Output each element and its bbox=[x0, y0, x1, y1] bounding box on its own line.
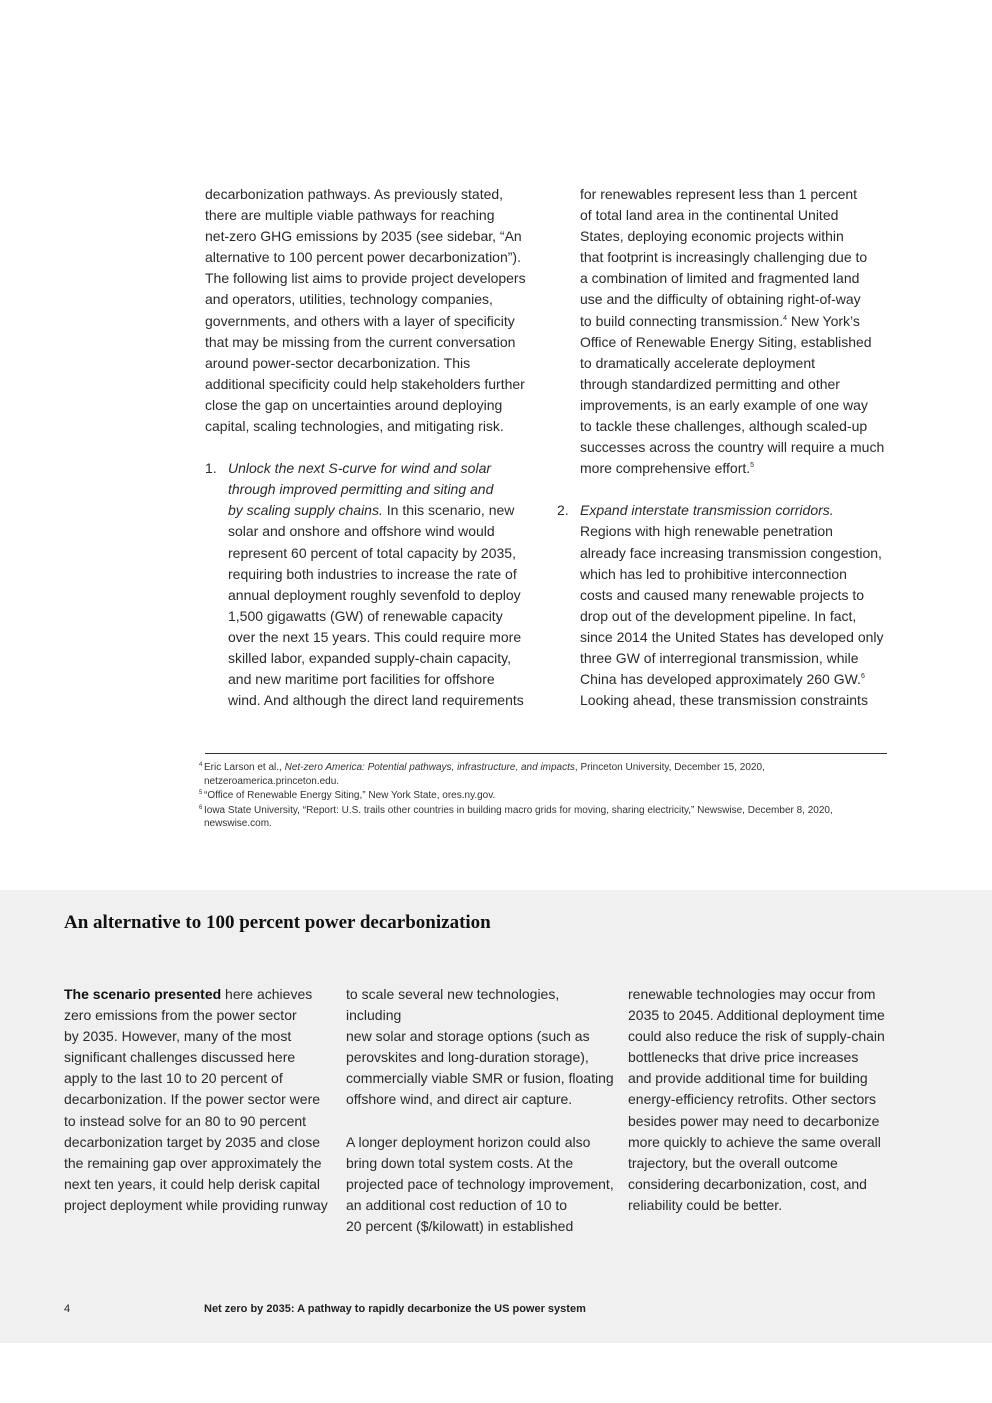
text-line: to dramatically accelerate deployment bbox=[580, 354, 816, 371]
list-item-lead: through improved permitting and siting and bbox=[228, 481, 494, 498]
running-title: Net zero by 2035: A pathway to rapidly decarbonize the US power system bbox=[204, 1303, 586, 1315]
text-line: an additional cost reduction of 10 to bbox=[346, 1196, 568, 1213]
text-line: governments, and others with a layer of specificity bbox=[205, 312, 515, 329]
text-line: capital, scaling technologies, and mitigating risk. bbox=[205, 418, 504, 435]
text-line: skilled labor, expanded supply-chain capacity, bbox=[228, 649, 512, 666]
text-line: the remaining gap over approximately the bbox=[64, 1154, 322, 1171]
text-line: Office of Renewable Energy Siting, established bbox=[580, 333, 872, 350]
text-line: next ten years, it could help derisk capital bbox=[64, 1175, 321, 1192]
right-column bbox=[557, 184, 898, 711]
text-line: besides power may need to decarbonize bbox=[628, 1112, 880, 1129]
text-line: over the next 15 years. This could require more bbox=[228, 628, 522, 645]
text-line: renewable technologies may occur from bbox=[628, 986, 876, 1002]
text-line: around power-sector decarbonization. This bbox=[205, 354, 471, 371]
text-line: considering decarbonization, cost, and bbox=[628, 1175, 867, 1192]
footnote-4 bbox=[199, 761, 889, 788]
list-number: 2. bbox=[557, 502, 569, 519]
text-line: commercially viable SMR or fusion, floating bbox=[346, 1070, 614, 1087]
text-line: In this scenario, new bbox=[382, 502, 515, 519]
text-line: decarbonization. If the power sector were bbox=[64, 1091, 321, 1108]
text-line: that footprint is increasingly challenging due to bbox=[580, 249, 868, 266]
text-line: 2035 to 2045. Additional deployment time bbox=[628, 1007, 885, 1024]
page-number: 4 bbox=[64, 1303, 71, 1315]
text-line: solar and onshore and offshore wind would bbox=[228, 523, 495, 540]
footnote-number: 5 bbox=[199, 790, 203, 797]
left-column bbox=[205, 184, 545, 711]
text-line: and operators, utilities, technology companies, bbox=[205, 291, 493, 308]
footnote-ref-4: 4 bbox=[783, 314, 788, 322]
text-line: requiring both industries to increase the rate of bbox=[228, 565, 517, 582]
list-item-1 bbox=[205, 458, 545, 711]
text-line: to tackle these challenges, although scaled-up bbox=[580, 418, 868, 435]
footnote-text: Eric Larson et al., bbox=[204, 762, 285, 773]
sidebar-column-2 bbox=[346, 984, 616, 1237]
text-line: significant challenges discussed here bbox=[64, 1049, 296, 1066]
footnotes bbox=[199, 761, 889, 832]
text-line: more comprehensive effort. bbox=[580, 460, 751, 477]
text-line: of total land area in the continental United bbox=[580, 207, 839, 224]
text-line: projected pace of technology improvement, bbox=[346, 1175, 614, 1192]
text-line: 20 percent ($/kilowatt) in established bbox=[346, 1217, 574, 1234]
sidebar-paragraph bbox=[64, 984, 332, 1216]
text-line: three GW of interregional transmission, while bbox=[580, 649, 859, 666]
text-line: a combination of limited and fragmented land bbox=[580, 270, 860, 287]
sidebar-paragraph bbox=[628, 984, 898, 1216]
text-line: that may be missing from the current conversation bbox=[205, 333, 516, 350]
sidebar-paragraph bbox=[346, 984, 616, 1111]
intro-paragraph bbox=[205, 184, 545, 437]
text-line: improvements, is an early example of one way bbox=[580, 396, 868, 413]
footnote-title: Net-zero America: Potential pathways, infrastructure, and impacts bbox=[284, 762, 575, 773]
text-line: could also reduce the risk of supply-chain bbox=[628, 1028, 885, 1045]
text-line: apply to the last 10 to 20 percent of bbox=[64, 1070, 283, 1087]
sidebar-column-3 bbox=[628, 984, 898, 1216]
text-line: trajectory, but the overall outcome bbox=[628, 1154, 838, 1171]
text-line: bottlenecks that drive price increases bbox=[628, 1049, 859, 1066]
footnote-text: Iowa State University, “Report: U.S. trails other countries in building macro grids for moving, sharing electricity,” Newswise, December 8, 2020, bbox=[204, 804, 833, 816]
text-line: decarbonization pathways. As previously stated, bbox=[205, 186, 504, 202]
footnote-6 bbox=[199, 804, 889, 831]
list-item-text bbox=[580, 500, 898, 711]
text-line: more quickly to achieve the same overall bbox=[628, 1133, 881, 1150]
text-line: perovskites and long-duration storage), bbox=[346, 1049, 589, 1066]
text-line: energy-efficiency retrofits. Other sectors bbox=[628, 1091, 876, 1108]
footnote-5 bbox=[199, 789, 889, 803]
text-line: net-zero GHG emissions by 2035 (see sidebar, “An bbox=[205, 228, 522, 245]
text-line: through standardized permitting and other bbox=[580, 375, 840, 392]
footnote-number: 6 bbox=[199, 804, 203, 811]
footnote-divider bbox=[205, 753, 887, 754]
text-line: New York’s bbox=[787, 312, 860, 329]
continued-paragraph bbox=[580, 184, 898, 479]
text-line: A longer deployment horizon could also bbox=[346, 1133, 591, 1150]
sidebar bbox=[0, 890, 992, 1343]
text-line: for renewables represent less than 1 percent bbox=[580, 186, 858, 202]
text-line: The following list aims to provide project developers bbox=[205, 270, 526, 287]
text-line: costs and caused many renewable projects to bbox=[580, 586, 865, 603]
text-line: wind. And although the direct land requirements bbox=[228, 692, 524, 709]
text-line: Regions with high renewable penetration bbox=[580, 523, 833, 540]
text-line: Looking ahead, these transmission constraints bbox=[580, 692, 868, 709]
text-line: 1,500 gigawatts (GW) of renewable capacity bbox=[228, 607, 503, 624]
list-item-lead: Unlock the next S-curve for wind and solar bbox=[228, 460, 492, 477]
text-line: to build connecting transmission. bbox=[580, 312, 784, 329]
list-item-2 bbox=[557, 500, 898, 711]
text-line: reliability could be better. bbox=[628, 1196, 783, 1213]
text-line: offshore wind, and direct air capture. bbox=[346, 1091, 573, 1108]
list-item-text bbox=[228, 458, 545, 711]
text-line: use and the difficulty of obtaining right-of-way bbox=[580, 291, 861, 308]
text-line: drop out of the development pipeline. In fact, bbox=[580, 607, 857, 624]
sidebar-column-1 bbox=[64, 984, 332, 1216]
text-line: additional specificity could help stakeholders further bbox=[205, 375, 525, 392]
text-line: project deployment while providing runway bbox=[64, 1196, 328, 1213]
text-line: which has led to prohibitive interconnection bbox=[580, 565, 847, 582]
footnote-text: “Office of Renewable Energy Siting,” New York State, ores.ny.gov. bbox=[204, 790, 496, 802]
text-line: already face increasing transmission congestion, bbox=[580, 544, 882, 561]
text-line: alternative to 100 percent power decarbonization”). bbox=[205, 249, 521, 266]
list-number: 1. bbox=[205, 460, 217, 477]
sidebar-lead-in: The scenario presented bbox=[64, 986, 222, 1002]
sidebar-paragraph bbox=[346, 1132, 616, 1237]
text-line: zero emissions from the power sector bbox=[64, 1007, 297, 1024]
text-line: States, deploying economic projects within bbox=[580, 228, 844, 245]
text-line: by 2035. However, many of the most bbox=[64, 1028, 292, 1045]
text-line: here achieves bbox=[221, 986, 313, 1002]
text-line: China has developed approximately 260 GW. bbox=[580, 671, 861, 688]
footnote-link: newswise.com. bbox=[204, 818, 272, 830]
text-line: to instead solve for an 80 to 90 percent bbox=[64, 1112, 307, 1129]
text-line: represent 60 percent of total capacity by 2035, bbox=[228, 544, 516, 561]
text-line: successes across the country will require a much bbox=[580, 439, 885, 456]
text-line: new solar and storage options (such as bbox=[346, 1028, 590, 1045]
list-item-lead: Expand interstate transmission corridors. bbox=[580, 502, 834, 519]
text-line: there are multiple viable pathways for reaching bbox=[205, 207, 495, 224]
footnote-ref-5: 5 bbox=[750, 462, 755, 470]
text-line: annual deployment roughly sevenfold to deploy bbox=[228, 586, 521, 603]
footnote-number: 4 bbox=[199, 762, 203, 768]
text-line: close the gap on uncertainties around deploying bbox=[205, 396, 503, 413]
text-line: bring down total system costs. At the bbox=[346, 1154, 574, 1171]
sidebar-title: An alternative to 100 percent power decarbonization bbox=[64, 912, 491, 933]
list-item-lead: by scaling supply chains. bbox=[228, 502, 383, 519]
text-line: and provide additional time for building bbox=[628, 1070, 868, 1087]
footnote-ref-6: 6 bbox=[860, 673, 865, 681]
footnote-text: , Princeton University, December 15, 2020, bbox=[574, 762, 765, 773]
text-line: since 2014 the United States has developed only bbox=[580, 628, 884, 645]
text-line: to scale several new technologies, including bbox=[346, 986, 560, 1024]
text-line: decarbonization target by 2035 and close bbox=[64, 1133, 321, 1150]
footnote-link: netzeroamerica.princeton.edu. bbox=[204, 775, 340, 787]
text-line: and new maritime port facilities for offshore bbox=[228, 671, 495, 688]
